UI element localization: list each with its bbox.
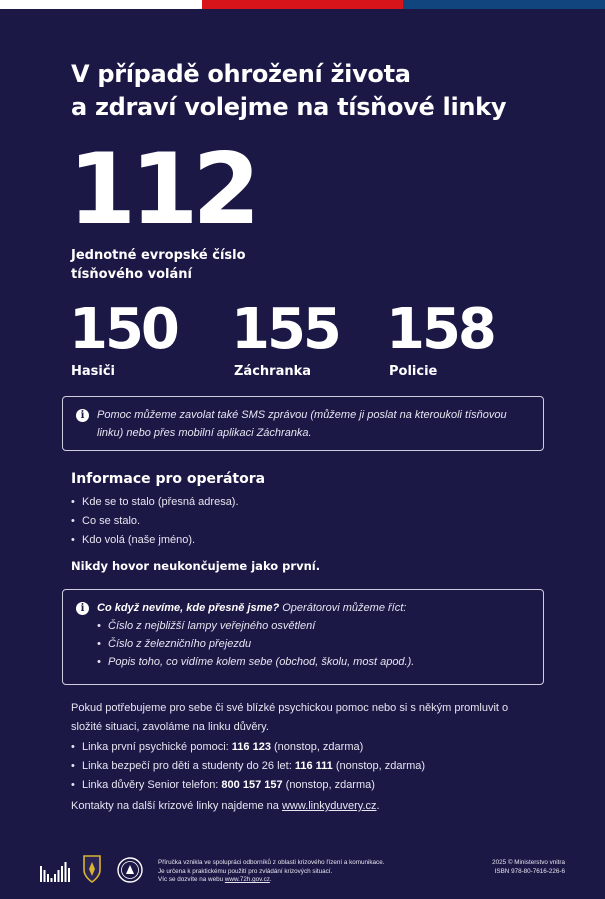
page-title	[71, 58, 551, 124]
location-info-box	[62, 589, 544, 685]
list-item: • Linka bezpečí pro děti a studenty do 26 let: 116 111 (nonstop, zdarma)	[71, 757, 541, 776]
list-item: • Číslo z železničního přejezdu	[97, 635, 529, 653]
operator-heading: Informace pro operátora	[71, 471, 266, 487]
psych-intro: Pokud potřebujeme pro sebe či své blízké psychickou pomoc nebo si s někým promluvit o složité situaci, zavoláme na linku důvěry.	[71, 702, 509, 733]
ambulance-label: Záchranka	[234, 364, 312, 379]
police-label: Policie	[389, 364, 438, 379]
firefighters-number: 150	[69, 297, 177, 362]
list-item: • Linka první psychické pomoci: 116 123 (nonstop, zdarma)	[71, 738, 541, 757]
police-emblem-icon	[117, 857, 143, 883]
helpline-list	[71, 738, 541, 795]
helpline-number: 800 157 157	[221, 779, 283, 791]
72h-link[interactable]: www.72h.gov.cz	[224, 876, 270, 883]
police-number: 158	[386, 297, 494, 362]
location-question: Co když nevíme, kde přesně jsme?	[97, 602, 280, 614]
never-hang-up-note: Nikdy hovor neukončujeme jako první.	[71, 559, 321, 573]
sms-info-text: Pomoc můžeme zavolat také SMS zprávou (můžeme ji poslat na kteroukoli tísňovou linku) nebo přes mobilní aplikaci Záchranka.	[97, 409, 507, 439]
ministry-logo-icon	[40, 860, 70, 884]
title-line-1: V případě ohrožení života	[71, 60, 411, 88]
firefighters-label: Hasiči	[71, 364, 116, 379]
helpline-number: 116 111	[294, 760, 333, 772]
footer-copyright: 2025 © Ministerstvo vnitra ISBN 978-80-7616-226-6	[492, 859, 565, 875]
list-item: • Číslo z nejbližší lampy veřejného osvětlení	[97, 617, 529, 635]
footer	[0, 850, 605, 890]
main-emergency-number: 112	[68, 133, 255, 247]
info-icon: i	[76, 409, 89, 422]
list-item: • Kdo volá (naše jméno).	[71, 531, 239, 550]
list-item: • Co se stalo.	[71, 512, 239, 531]
linkyduvery-link[interactable]: www.linkyduvery.cz	[281, 800, 377, 812]
contacts-line: Kontakty na další krizové linky najdeme na www.linkyduvery.cz.	[71, 800, 380, 812]
info-icon: i	[76, 602, 89, 615]
list-item: • Kde se to stalo (přesná adresa).	[71, 493, 239, 512]
helpline-number: 116 123	[231, 741, 271, 753]
list-item: • Popis toho, co vidíme kolem sebe (obchod, školu, most apod.).	[97, 653, 529, 671]
flag-stripe-blue	[403, 0, 605, 9]
title-line-2: a zdraví volejme na tísňové linky	[71, 93, 507, 121]
psychological-help-section	[71, 699, 541, 816]
flag-bar	[0, 0, 605, 9]
flag-stripe-white	[0, 0, 202, 9]
operator-info-list	[71, 493, 239, 550]
location-info-text	[97, 599, 529, 671]
location-hints-list	[97, 617, 529, 671]
flag-stripe-red	[202, 0, 404, 9]
ambulance-number: 155	[231, 297, 339, 362]
list-item: • Linka důvěry Senior telefon: 800 157 157 (nonstop, zdarma)	[71, 776, 541, 795]
main-emergency-number-label: Jednotné evropské číslo tísňového volání	[71, 248, 246, 282]
footer-text: Příručka vznikla ve spolupráci odborníků z oblasti krizového řízení a komunikace. Je určena k praktickému použití pro zvládání krizových situací. Víc se dozvíte na webu www.72h.gov.cz.	[158, 859, 385, 883]
sms-info-box	[62, 396, 544, 451]
location-lead: Operátorovi můžeme říct:	[279, 602, 407, 614]
fire-rescue-badge-icon	[81, 854, 103, 884]
